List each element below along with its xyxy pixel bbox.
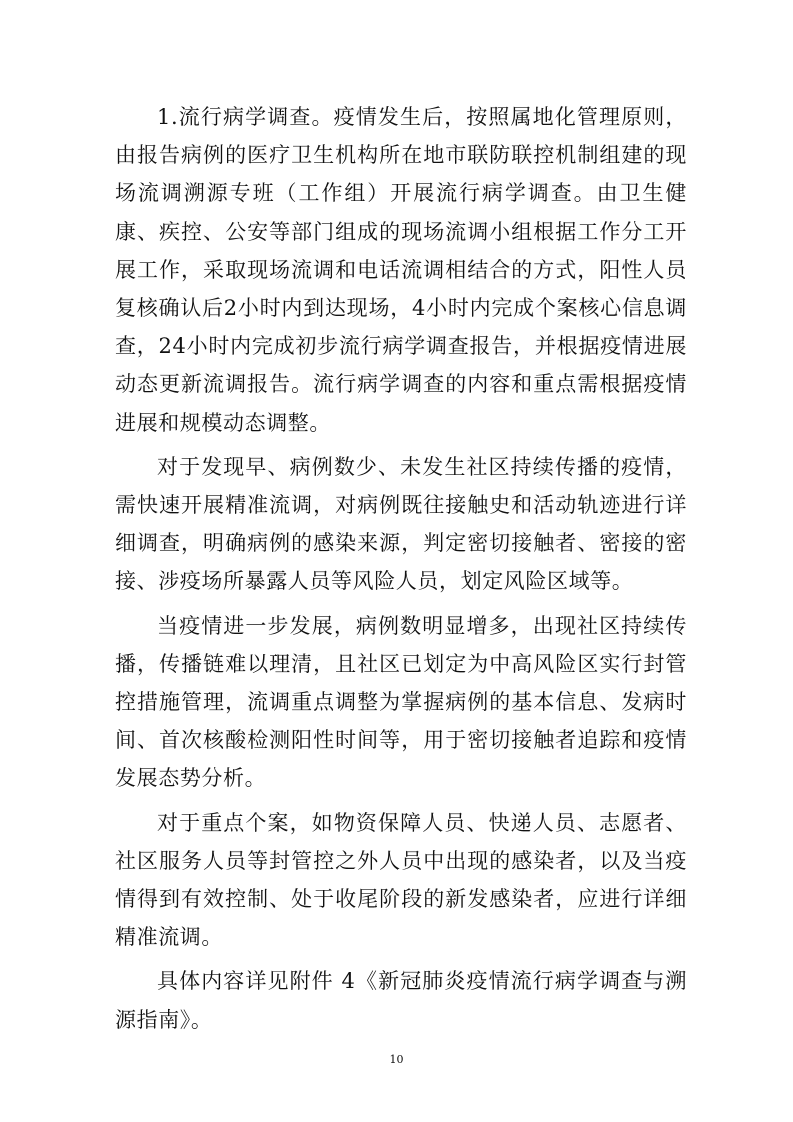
paragraph-key-cases: 对于重点个案，如物资保障人员、快递人员、志愿者、社区服务人员等封管控之外人员中出现的感染者，以及当疫情得到有效控制、处于收尾阶段的新发感染者，应进行详细精准流调。 <box>115 810 687 950</box>
paragraph-attachment-reference: 具体内容详见附件 4《新冠肺炎疫情流行病学调查与溯源指南》。 <box>115 969 687 1032</box>
paragraph-early-detection: 对于发现早、病例数少、未发生社区持续传播的疫情，需快速开展精准流调，对病例既往接触史和活动轨迹进行详细调查，明确病例的感染来源，判定密切接触者、密接的密接、涉疫场所暴露人员等风险人员，划定风险区域等。 <box>115 454 687 594</box>
page-number: 10 <box>389 1053 404 1066</box>
document-body <box>115 98 687 1045</box>
paragraph-further-development: 当疫情进一步发展，病例数明显增多，出现社区持续传播，传播链难以理清，且社区已划定为中高风险区实行封管控措施管理，流调重点调整为掌握病例的基本信息、发病时间、首次核酸检测阳性时间等，用于密切接触者追踪和疫情发展态势分析。 <box>115 613 687 791</box>
paragraph-epidemiological-survey: 1.流行病学调查。疫情发生后，按照属地化管理原则，由报告病例的医疗卫生机构所在地市联防联控机制组建的现场流调溯源专班（工作组）开展流行病学调查。由卫生健康、疾控、公安等部门组成的现场流调小组根据工作分工开展工作，采取现场流调和电话流调相结合的方式，阳性人员复核确认后2小时内到达现场，4小时内完成个案核心信息调查，24小时内完成初步流行病学调查报告，并根据疫情进展动态更新流调报告。流行病学调查的内容和重点需根据疫情进展和规模动态调整。 <box>115 105 687 435</box>
